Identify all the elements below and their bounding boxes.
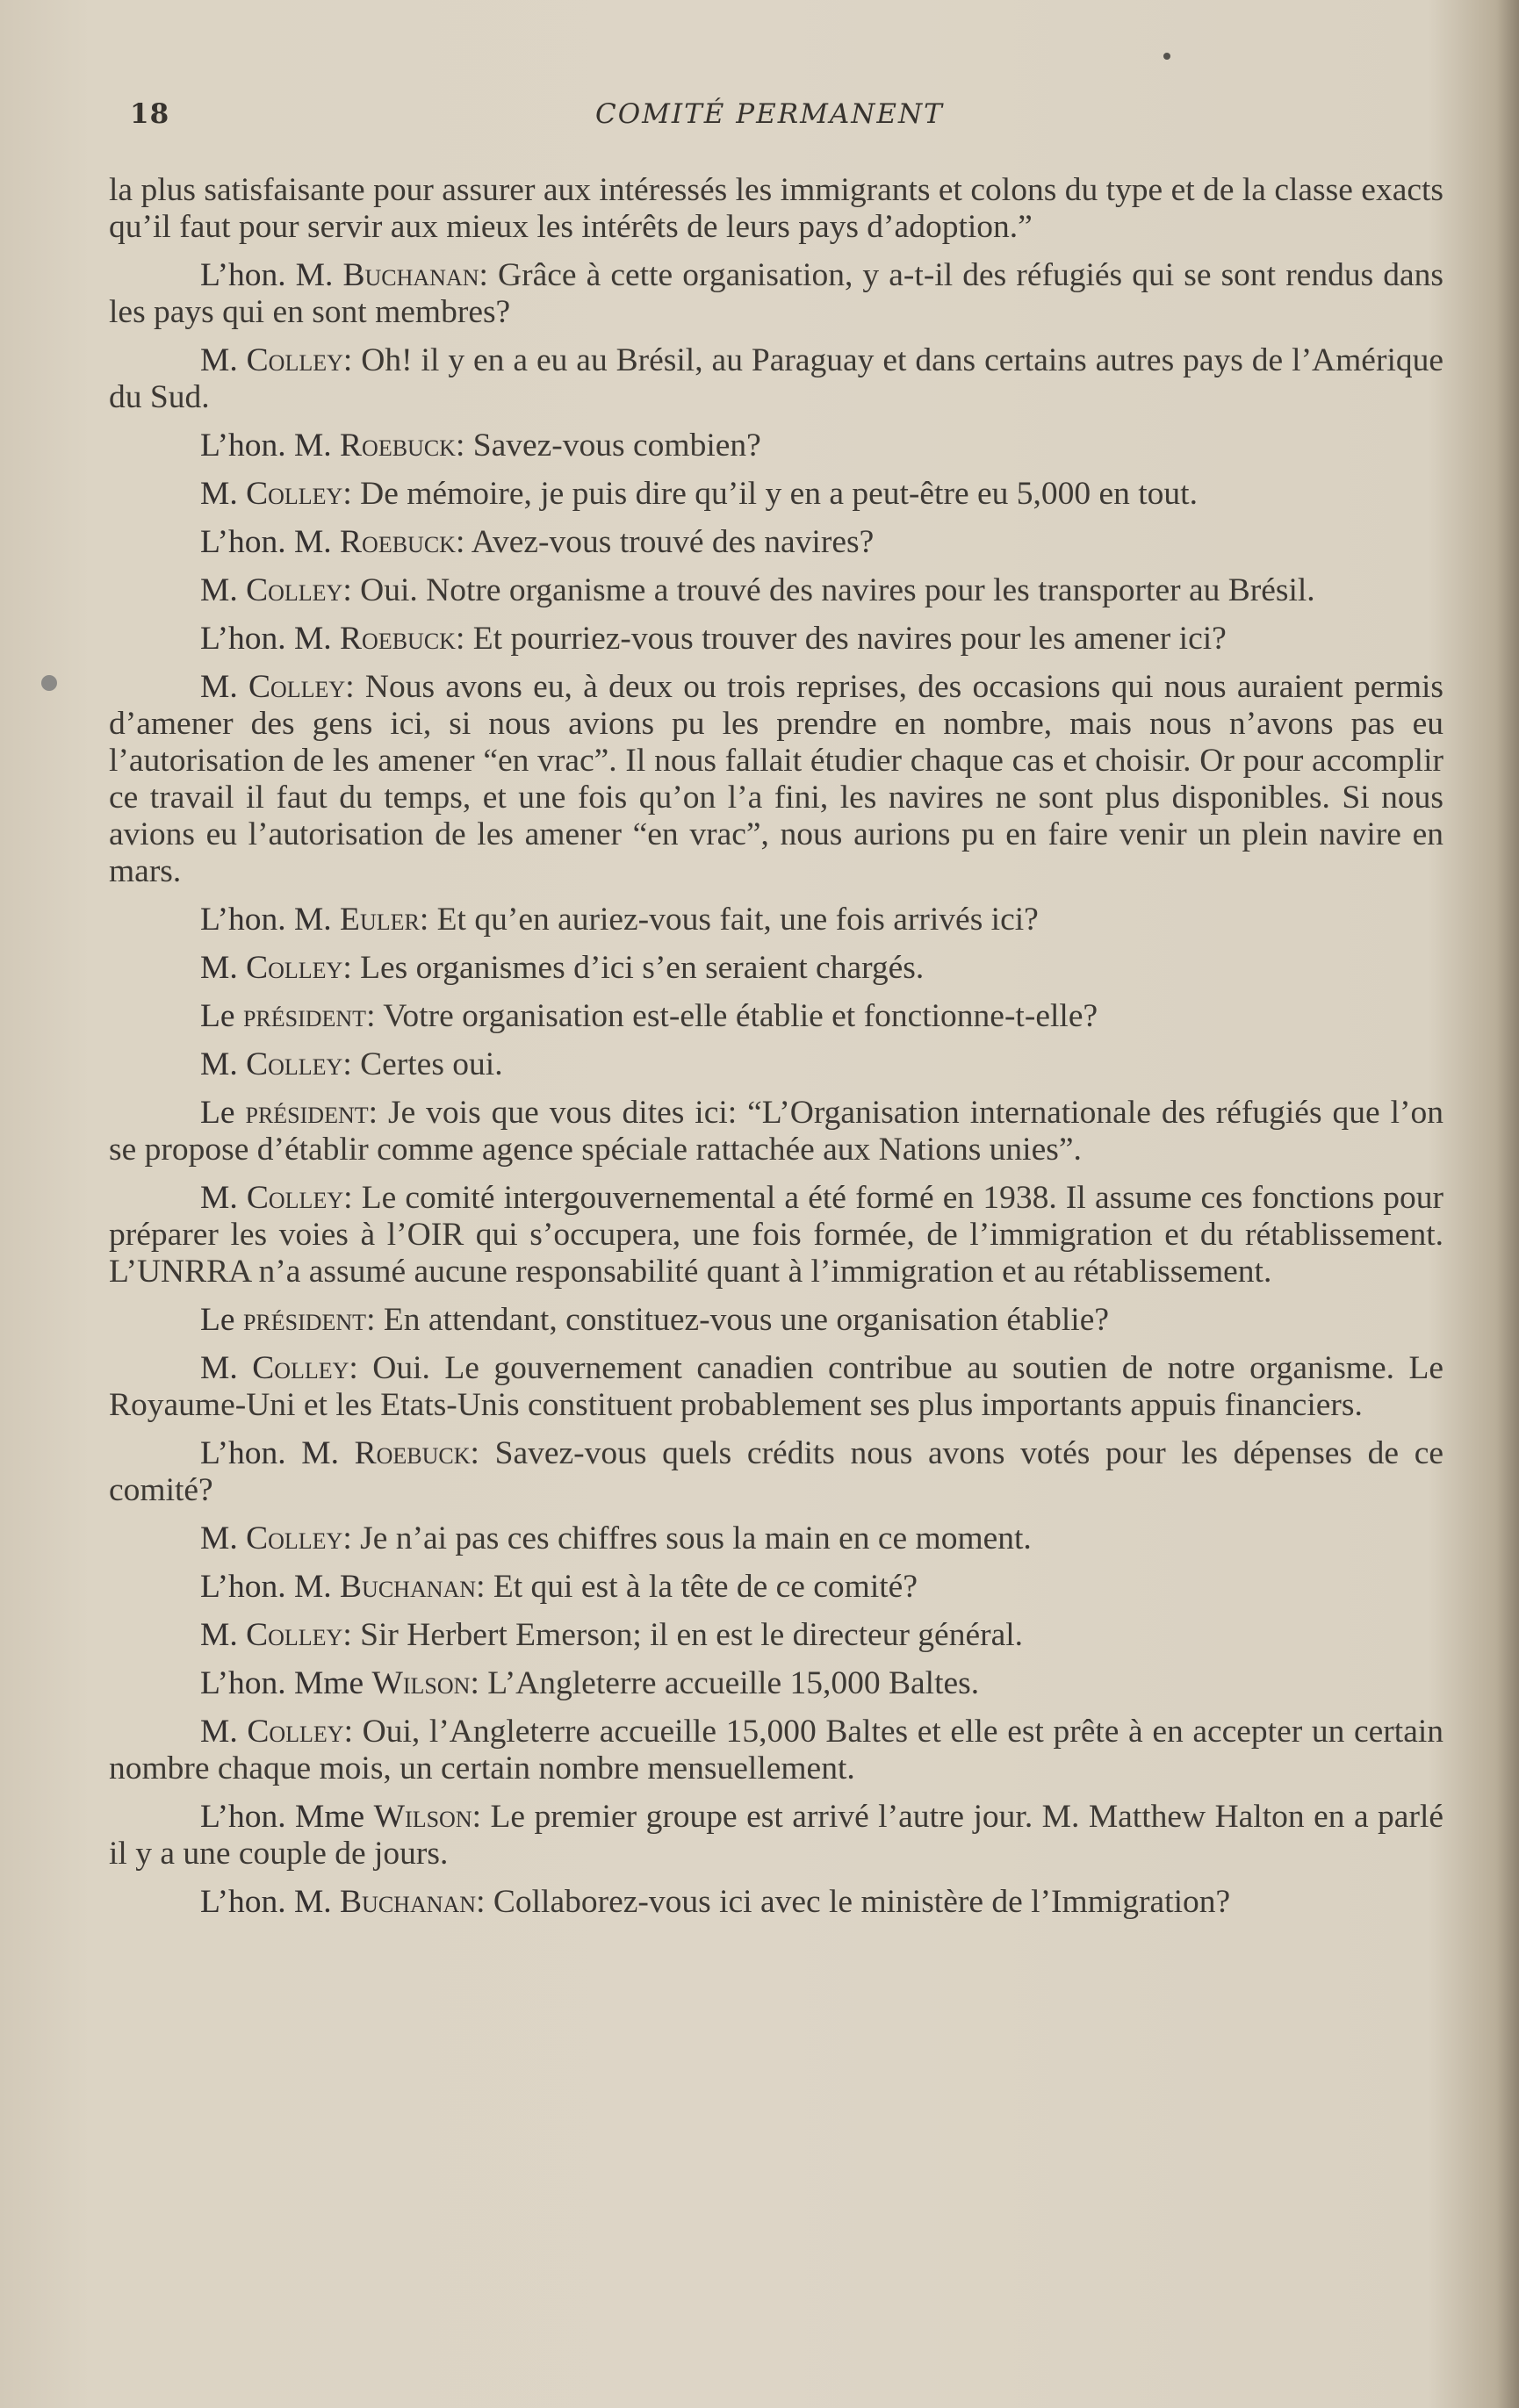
dialogue-paragraph (109, 1714, 1443, 1787)
speaker-name: Colley (247, 1714, 344, 1750)
running-title: COMITÉ PERMANENT (595, 98, 944, 130)
dialogue-paragraph (109, 621, 1443, 658)
dialogue-paragraph (109, 1046, 1443, 1083)
speaker-name: président (242, 1302, 367, 1338)
speech-text: Je vois que vous dites ici: “L’Organisation internationale des réfugiés que l’on se propose d’établir comme agence spéciale rattachée aux Nations unies”. (109, 1095, 1443, 1168)
speech-text: Savez-vous quels crédits nous avons votés pour les dépenses de ce comité? (109, 1435, 1444, 1508)
speaker-prefix: Le (200, 998, 243, 1034)
speaker-separator: : (345, 669, 365, 705)
speaker-prefix: L’hon. M. (200, 1435, 355, 1471)
dialogue-paragraph (109, 1350, 1443, 1424)
speaker-separator: : (470, 1665, 488, 1701)
speaker-prefix: M. (200, 669, 248, 705)
speaker-prefix: L’hon. M. (200, 524, 341, 560)
speaker-name: Colley (252, 1350, 349, 1386)
speaker-name: Buchanan (342, 257, 479, 293)
speaker-name: Wilson (373, 1799, 472, 1835)
ink-speck (1163, 53, 1170, 60)
speaker-name: Colley (246, 476, 343, 512)
speaker-name: Colley (246, 572, 343, 608)
dialogue-paragraph (109, 1665, 1443, 1702)
speaker-name: président (242, 998, 367, 1034)
dialogue-paragraph (109, 1569, 1443, 1606)
speaker-prefix: M. (200, 1350, 253, 1386)
speech-text: Le premier groupe est arrivé l’autre jour. M. Matthew Halton en a parlé il y a une couple de jours. (109, 1799, 1444, 1872)
speech-text: Grâce à cette organisation, y a-t-il des réfugiés qui se sont rendus dans les pays qui en sont membres? (109, 257, 1444, 330)
speaker-name: Colley (246, 1180, 344, 1216)
speaker-separator: : (343, 1180, 362, 1216)
speech-text: la plus satisfaisante pour assurer aux intéressés les immigrants et colons du type et de la classe exacts qu’il faut pour servir aux mieux les intérêts de leurs pays d’adoption.” (109, 172, 1443, 245)
speaker-separator: : (342, 572, 361, 608)
speaker-prefix: L’hon. M. (200, 1884, 341, 1920)
page-number: 18 (130, 98, 170, 130)
speaker-separator: : (342, 342, 362, 378)
speaker-name: Buchanan (340, 1884, 477, 1920)
speaker-name: Colley (246, 342, 343, 378)
speech-text: Je n’ai pas ces chiffres sous la main en ce moment. (360, 1520, 1032, 1556)
speech-text: Et qu’en auriez-vous fait, une fois arrivés ici? (436, 902, 1039, 938)
speaker-separator: : (470, 1435, 495, 1471)
speaker-separator: : (476, 1884, 493, 1920)
speaker-separator: : (455, 428, 473, 464)
speaker-separator: : (472, 1799, 491, 1835)
speaker-prefix: M. (200, 476, 247, 512)
speech-text: Le comité intergouvernemental a été formé en 1938. Il assume ces fonctions pour préparer les voies à l’OIR qui s’occupera, une fois formée, de l’immigration et du rétablissement. L’UNRRA n’a assumé aucune responsabilité quant à l’immigration et au rétablissement. (109, 1180, 1444, 1290)
dialogue-paragraph (109, 1617, 1443, 1654)
dialogue-paragraph (109, 1435, 1443, 1509)
speech-text: Oui. Le gouvernement canadien contribue au soutien de notre organisme. Le Royaume-Uni et les Etats-Unis constituent probablement ses plus importants appuis financiers. (109, 1350, 1444, 1423)
speech-text: De mémoire, je puis dire qu’il y en a peut-être eu 5,000 en tout. (360, 476, 1198, 512)
speech-text: Et pourriez-vous trouver des navires pour les amener ici? (472, 621, 1227, 657)
speech-text: Collaborez-vous ici avec le ministère de l’Immigration? (493, 1884, 1231, 1920)
speaker-name: Euler (340, 902, 420, 938)
speaker-name: Roebuck (340, 621, 456, 657)
speech-text: Nous avons eu, à deux ou trois reprises, des occasions qui nous auraient permis d’amener des gens ici, si nous avions pu les prendre en nombre, mais nous n’avons pas eu l’autorisation de les amener “en vrac”. Il nous fallait étudier chaque cas et choisir. Or pour accomplir ce travail il faut du temps, et une fois qu’on l’a fini, les navires ne sont plus disponibles. Si nous avions eu l’autorisation de les amener “en vrac”, nous aurions pu en faire venir un plein navire en mars. (109, 669, 1444, 889)
speech-text: Oui, l’Angleterre accueille 15,000 Baltes et elle est prête à en accepter un certain nombre chaque mois, un certain nombre mensuellement. (109, 1714, 1444, 1786)
speaker-prefix: M. (200, 342, 247, 378)
speaker-separator: : (455, 621, 473, 657)
speaker-prefix: L’hon. M. (200, 621, 341, 657)
speaker-prefix: L’hon. M. (200, 1569, 341, 1605)
speaker-separator: : (343, 1714, 363, 1750)
speaker-prefix: L’hon. M. (200, 257, 343, 293)
speaker-separator: : (366, 1302, 384, 1338)
speech-text: Oh! il y en a eu au Brésil, au Paraguay et dans certains autres pays de l’Amérique du Sud. (109, 342, 1444, 415)
speaker-name: Buchanan (340, 1569, 477, 1605)
speech-text: Certes oui. (360, 1046, 503, 1082)
speaker-name: Roebuck (340, 524, 456, 560)
page-header (130, 98, 1438, 142)
speech-text: Et qui est à la tête de ce comité? (493, 1569, 918, 1605)
dialogue-paragraph (109, 1884, 1443, 1921)
speech-text: Oui. Notre organisme a trouvé des navires pour les transporter au Brésil. (360, 572, 1315, 608)
speaker-separator: : (342, 1617, 361, 1653)
speaker-name: Colley (246, 1046, 343, 1082)
speaker-name: Roebuck (340, 428, 456, 464)
speech-text: Votre organisation est-elle établie et fonctionne-t-elle? (383, 998, 1098, 1034)
speaker-name: Roebuck (354, 1435, 471, 1471)
speaker-name: Colley (246, 950, 343, 986)
speaker-prefix: M. (200, 1180, 247, 1216)
speaker-separator: : (349, 1350, 373, 1386)
speaker-name: président (245, 1095, 369, 1131)
speaker-separator: : (366, 998, 384, 1034)
dialogue-paragraph (109, 524, 1443, 561)
speaker-prefix: L’hon. Mme (200, 1799, 374, 1835)
speaker-name: Colley (246, 1617, 343, 1653)
speaker-name: Wilson (371, 1665, 471, 1701)
speaker-prefix: L’hon. Mme (200, 1665, 372, 1701)
dialogue-paragraph (109, 669, 1443, 890)
speaker-separator: : (479, 257, 499, 293)
speech-text: L’Angleterre accueille 15,000 Baltes. (487, 1665, 980, 1701)
dialogue-paragraph (109, 998, 1443, 1035)
speaker-separator: : (342, 1046, 361, 1082)
speaker-separator: : (419, 902, 437, 938)
speaker-separator: : (368, 1095, 388, 1131)
speech-text: Savez-vous combien? (472, 428, 761, 464)
punch-hole-mark (41, 675, 57, 691)
speaker-prefix: M. (200, 950, 247, 986)
dialogue-paragraph (109, 1520, 1443, 1557)
speaker-prefix: M. (200, 1046, 247, 1082)
dialogue-paragraph (109, 1095, 1443, 1168)
dialogue-paragraph (109, 1302, 1443, 1339)
speaker-separator: : (455, 524, 472, 560)
speaker-prefix: M. (200, 1714, 248, 1750)
speech-text: Les organismes d’ici s’en seraient chargés. (360, 950, 925, 986)
dialogue-paragraph (109, 428, 1443, 464)
paragraph-continuation (109, 172, 1443, 246)
dialogue-paragraph (109, 257, 1443, 331)
dialogue-paragraph (109, 476, 1443, 513)
speaker-prefix: L’hon. M. (200, 428, 341, 464)
speaker-prefix: M. (200, 1617, 247, 1653)
dialogue-paragraph (109, 1799, 1443, 1872)
speaker-separator: : (342, 1520, 361, 1556)
dialogue-paragraph (109, 572, 1443, 609)
transcript-body (109, 172, 1443, 1932)
speaker-name: Colley (248, 669, 346, 705)
speaker-prefix: Le (200, 1095, 246, 1131)
speaker-separator: : (342, 950, 361, 986)
speech-text: Avez-vous trouvé des navires? (471, 524, 875, 560)
dialogue-paragraph (109, 1180, 1443, 1290)
speaker-name: Colley (246, 1520, 343, 1556)
dialogue-paragraph (109, 342, 1443, 416)
dialogue-paragraph (109, 950, 1443, 987)
speech-text: Sir Herbert Emerson; il en est le directeur général. (360, 1617, 1024, 1653)
speaker-separator: : (342, 476, 361, 512)
speaker-prefix: M. (200, 1520, 247, 1556)
speaker-prefix: Le (200, 1302, 243, 1338)
speech-text: En attendant, constituez-vous une organisation établie? (383, 1302, 1109, 1338)
speaker-separator: : (476, 1569, 493, 1605)
speaker-prefix: M. (200, 572, 247, 608)
dialogue-paragraph (109, 902, 1443, 938)
speaker-prefix: L’hon. M. (200, 902, 341, 938)
